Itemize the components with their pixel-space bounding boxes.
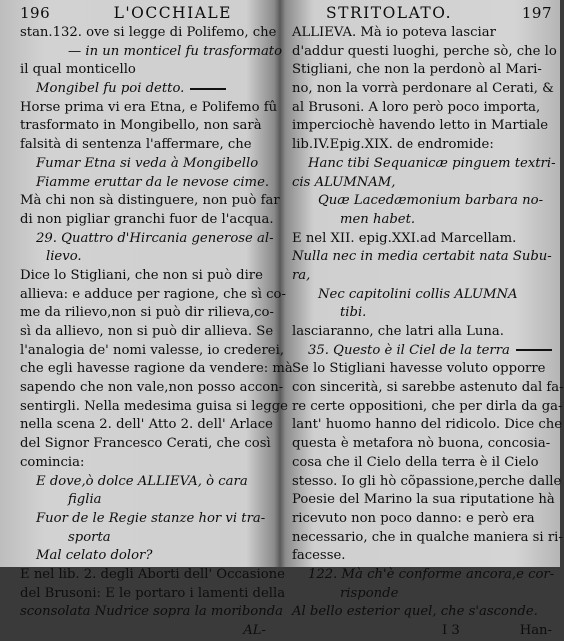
text-line: sentirgli. Nella medesima guisa si legge: [20, 398, 288, 414]
page-number: 196: [20, 4, 51, 22]
text-line: del Brusoni: E le portaro i lamenti della: [20, 585, 286, 601]
text-line: lievo.: [46, 249, 82, 265]
text-line: tibi.: [340, 305, 367, 321]
catchword: Han-: [519, 623, 552, 638]
rule-line: [516, 349, 552, 351]
text-line: Hanc tibi Sequanicæ pinguem textri-: [308, 155, 556, 171]
text-line: lasciaranno, che latri alla Luna.: [292, 324, 504, 339]
text-line: Mongibel fu poi detto.: [20, 80, 272, 99]
text-line: del Signor Francesco Cerati, che così: [20, 436, 271, 452]
text-line: Nec capitolini collis ALUMNA: [318, 286, 518, 302]
text-line: sconsolata Nudrice sopra la moribonda: [20, 604, 284, 620]
text-line: Stigliani, che non la perdonò al Mari-: [292, 62, 542, 78]
text-line: Nulla nec in media certabit nata Subu-: [292, 249, 552, 265]
text-line: no, non la vorrà perdonare al Cerati, &: [292, 81, 554, 97]
text-line: — in un monticel fu trasformato: [68, 43, 283, 59]
text-line: nella scena 2. dell' Atto 2. dell' Arlace: [20, 417, 273, 433]
text-line: sì da allievo, non si può dir allieva. Se: [20, 324, 274, 339]
text-line: con sincerità, si sarebbe astenuto dal fa-: [292, 380, 564, 396]
catchword: AL-: [243, 623, 266, 638]
text-line: l'analogia de' nomi valesse, io crederei,: [20, 342, 285, 358]
page-footer: [292, 622, 552, 641]
text-line: lib.IV.Epig.XIX. de endromide:: [292, 137, 494, 153]
text-line: allieva: e adduce per ragione, che sì co-: [20, 286, 286, 302]
text-line: sapendo che non vale,non posso accon-: [20, 380, 284, 396]
text-line: cis ALUMNAM,: [292, 174, 396, 190]
running-head: L'OCCHIALE: [113, 4, 232, 22]
text-line: d'addur questi luoghi, perche sò, che lo: [292, 43, 557, 59]
text-line: trasformato in Mongibello, non sarà: [20, 118, 262, 134]
section-heading: 35. Questo è il Ciel de la terra: [292, 342, 552, 361]
text-line: ricevuto non poco danno: e però era: [292, 510, 535, 526]
text-line: Quæ Lacedæmonium barbara no-: [318, 193, 544, 209]
section-heading: 29. Quattro d'Hircania generose al-: [36, 230, 274, 246]
rule-line: [190, 88, 226, 90]
text-line: Fiamme eruttar da le nevose cime.: [36, 174, 270, 190]
text-line: Fumar Etna si veda à Mongibello: [36, 155, 259, 171]
signature-mark: I 3: [442, 623, 460, 638]
text-line: di non pigliar granchi fuor de l'acqua.: [20, 211, 274, 227]
text-line: E nel XII. epig.XXI.ad Marcellam.: [292, 230, 517, 246]
text-line: Horse prima vi era Etna, e Polifemo fû: [20, 99, 278, 115]
text-line: Dice lo Stigliani, che non si può dire: [20, 267, 263, 283]
text-line: re certe oppositioni, che per dirla da ga-: [292, 398, 563, 414]
section-heading: 122. Mà ch'è conforme ancora,e cor-: [308, 566, 555, 582]
text-line: Fuor de le Regie stanze hor vi tra-: [36, 510, 266, 526]
page-number: 197: [521, 4, 552, 22]
text-line: risponde: [340, 585, 399, 601]
text-line: Poesie del Marino la sua riputatione hà: [292, 492, 555, 508]
text-line: me da rilievo,non si può dir rilieva,co-: [20, 305, 274, 321]
text-line: il qual monticello: [20, 62, 136, 78]
text-line: Mà chi non sà distinguere, non può far: [20, 193, 280, 209]
text-line: questa è metafora nò buona, concosia-: [292, 436, 551, 452]
left-page-header: [20, 2, 272, 24]
right-page-header: [292, 2, 552, 24]
text-line: lant' huomo hanno del ridicolo. Dice che: [292, 417, 563, 433]
text-line: al Brusoni. A loro però poco importa,: [292, 99, 541, 115]
text-line: necessario, che in qualche maniera si ri-: [292, 529, 563, 545]
text-line: ra,: [292, 267, 311, 283]
text-line: facesse.: [292, 548, 346, 564]
text-line: Al bello esterior quel, che s'asconde.: [292, 604, 538, 620]
text-line: Mal celato dolor?: [36, 548, 153, 564]
text-line: stan.132. ove si legge di Polifemo, che: [20, 25, 277, 40]
text-line: figlia: [68, 492, 102, 508]
text-line: che egli havesse ragione da vendere: mà: [20, 361, 293, 377]
text-line: stesso. Io gli hò cõpassione,perche dalle: [292, 473, 562, 489]
right-page: [282, 0, 564, 638]
text-line: imperciochè havendo letto in Martiale: [292, 118, 549, 134]
running-head: STRITOLATO.: [326, 4, 452, 22]
text-line: cosa che il Cielo della terra è il Cielo: [292, 454, 539, 470]
text-line: sporta: [68, 529, 111, 545]
text-line: ALLIEVA. Mà io poteva lasciar: [292, 25, 496, 40]
text-line: comincia:: [20, 454, 85, 470]
text-line: men habet.: [340, 211, 416, 227]
text-line: E nel lib. 2. degli Aborti dell' Occasione: [20, 566, 285, 582]
text-line: falsità di sentenza l'affermare, che: [20, 137, 252, 153]
text-line: Se lo Stigliani havesse voluto opporre: [292, 361, 546, 377]
right-page-text: [292, 24, 564, 641]
left-page-text: [20, 24, 293, 641]
text-line: E dove,ò dolce ALLIEVA, ò cara: [36, 473, 248, 489]
